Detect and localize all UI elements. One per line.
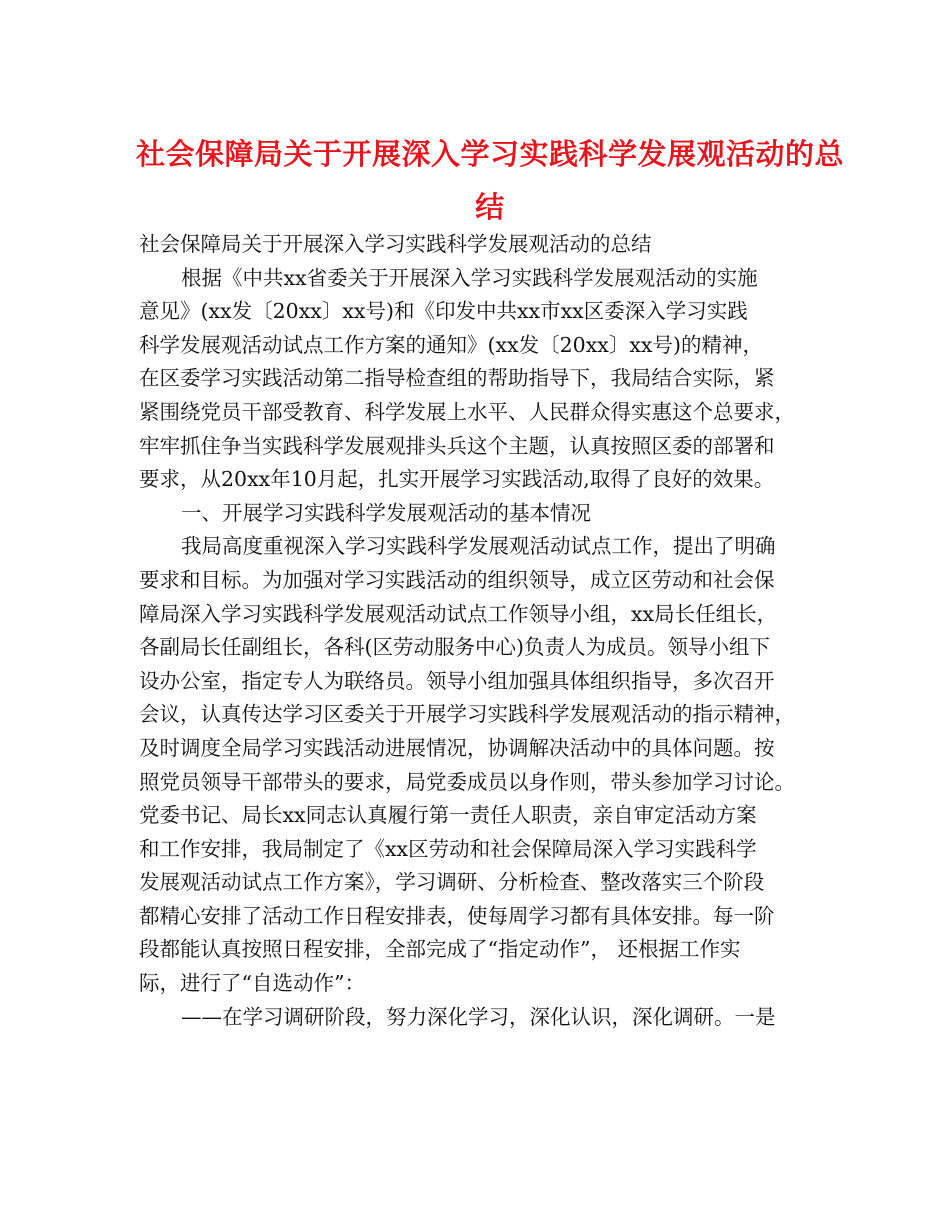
body-line: 科学发展观活动试点工作方案的通知》(xx发〔20xx〕xx号)的精神， [139,332,763,357]
body-line: 社会保障局关于开展深入学习实践科学发展观活动的总结 [139,232,652,256]
document-body [139,228,839,1034]
body-line: 在区委学习实践活动第二指导检查组的帮助指导下，我局结合实际，紧 [139,366,775,391]
body-line: 意见》(xx发〔20xx〕xx号)和《印发中共xx市xx区委深入学习实践 [139,299,748,324]
body-line: 及时调度全局学习实践活动进展情况，协调解决活动中的具体问题。按 [139,735,775,760]
body-line: 紧围绕党员干部受教育、科学发展上水平、人民群众得实惠这个总要求， [139,399,795,424]
body-line: 障局深入学习实践科学发展观活动试点工作领导小组，xx局长任组长， [139,601,778,626]
body-line: 牢牢抓住争当实践科学发展观排头兵这个主题，认真按照区委的部署和 [139,433,775,458]
body-line: 发展观活动试点工作方案》，学习调研、分析检查、整改落实三个阶段 [139,870,765,895]
body-line: ——在学习调研阶段，努力深化学习，深化认识，深化调研。一是 [181,1004,776,1029]
body-line: 要求，从20xx年10月起，扎实开展学习实践活动,取得了良好的效果。 [139,467,775,492]
body-line: 我局高度重视深入学习实践科学发展观活动试点工作，提出了明确 [181,534,776,559]
body-line: 际，进行了“自选动作”： [139,971,365,996]
body-line: 会议，认真传达学习区委关于开展学习实践科学发展观活动的指示精神， [139,702,795,727]
body-line: 和工作安排，我局制定了《xx区劳动和社会保障局深入学习实践科学 [139,836,757,861]
document-title [120,128,860,234]
body-line: 根据《中共xx省委关于开展深入学习实践科学发展观活动的实施 [181,265,758,290]
body-line: 各副局长任副组长，各科(区劳动服务中心)负责人为成员。领导小组下 [139,635,770,660]
body-line: 照党员领导干部带头的要求，局党委成员以身作则，带头参加学习讨论。 [139,769,795,794]
body-line: 段都能认真按照日程安排，全部完成了“指定动作”， 还根据工作实 [139,937,741,962]
body-line: 要求和目标。为加强对学习实践活动的组织领导，成立区劳动和社会保 [139,567,775,592]
body-line: 都精心安排了活动工作日程安排表，使每周学习都有具体安排。每一阶 [139,903,775,928]
body-line: 一、开展学习实践科学发展观活动的基本情况 [181,500,591,525]
body-line: 设办公室，指定专人为联络员。领导小组加强具体组织指导，多次召开 [139,668,775,693]
body-line: 党委书记、局长xx同志认真履行第一责任人职责，亲自审定活动方案 [139,803,757,828]
title-line-1: 社会保障局关于开展深入学习实践科学发展观活动的总 [135,137,844,171]
title-line-2: 结 [475,190,505,224]
